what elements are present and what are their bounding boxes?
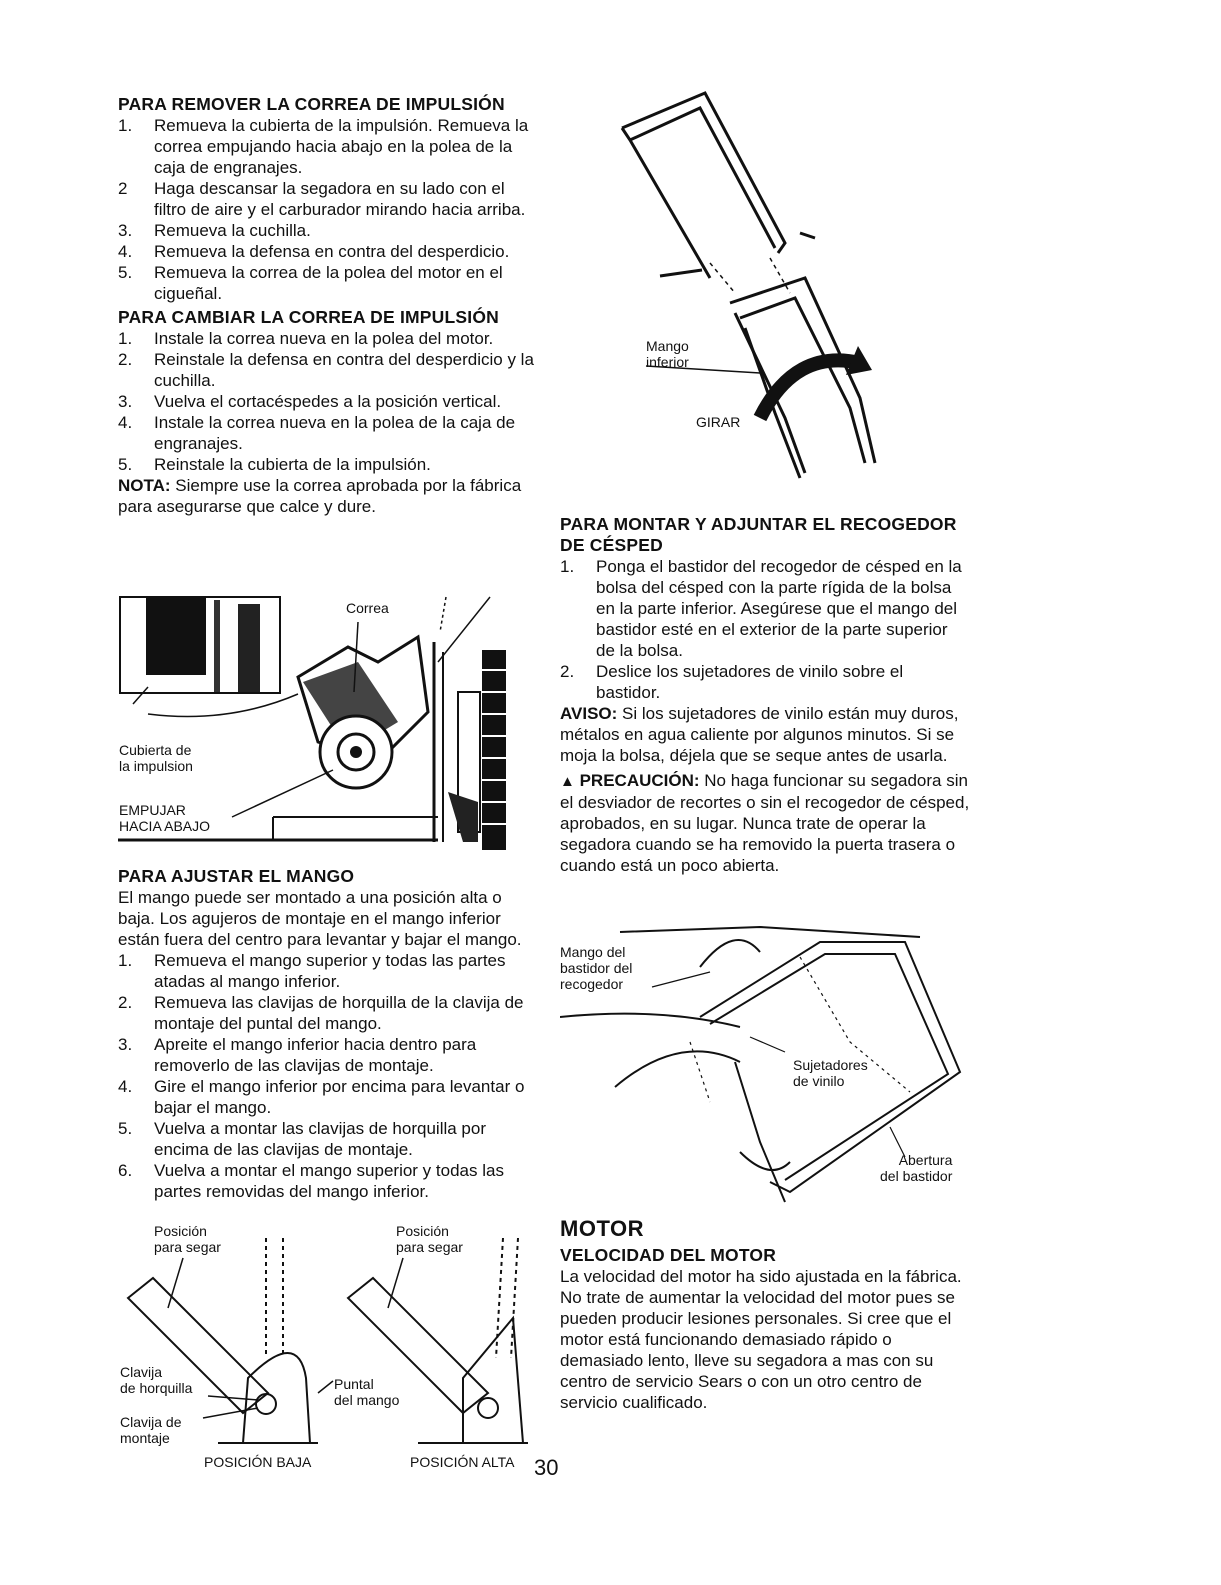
list-item: 1. Remueva el mango superior y todas las partes atadas al mango inferior. <box>118 951 506 991</box>
grass-catcher-title: PARA MONTAR Y ADJUNTAR EL RECOGEDOR DE CÉSPED <box>560 514 957 555</box>
handle-adjust-intro: El mango puede ser montado a una posición alta o baja. Los agujeros de montaje en el mango inferior están fuera del centro para levantar y bajar el mango. <box>118 888 522 949</box>
motor-speed-text: La velocidad del motor ha sido ajustada en la fábrica. No trate de aumentar la velocidad del motor pues se pueden producir lesiones personales. Si cree que el motor está funcionando demasiado rápido o demasiado lento, lleve su segadora a mas con su centro de servicio Sears o con un otro centro de servicio cualificado. <box>560 1267 962 1412</box>
rotate-label: GIRAR <box>696 414 741 430</box>
belt-label: Correa <box>346 600 389 616</box>
list-item: 2. Reinstale la defensa en contra del desperdicio y la cuchilla. <box>118 350 534 390</box>
mowing-position-label-1: Posición para segar <box>154 1223 221 1255</box>
remove-belt-title: PARA REMOVER LA CORREA DE IMPULSIÓN <box>118 94 505 114</box>
handle-adjust-steps <box>118 950 538 1202</box>
caution-paragraph: ▲ PRECAUCIÓN: No haga funcionar su segadora sin el desviador de recortes o sin el recogedor de césped, aprobados, en su lugar. Nunca trate de operar la segadora cuando se ha removido la puerta trasera o cuando está un poco abierta. <box>560 771 970 875</box>
list-item: 1. Ponga el bastidor del recogedor de césped en la bolsa del césped con la parte rígida de la bolsa en la parte inferior. Asegúrese que el mango del bastidor esté en el exterior de la parte superior de la bolsa. <box>560 557 962 660</box>
belt-figure <box>118 592 508 854</box>
vinyl-fasteners-label: Sujetadores de vinilo <box>793 1057 868 1089</box>
remove-belt-steps <box>118 115 538 304</box>
grass-catcher-figure <box>560 912 972 1212</box>
right-column <box>560 514 970 876</box>
motor-title: MOTOR <box>560 1216 644 1241</box>
list-item: 3. Remueva la cuchilla. <box>118 221 311 240</box>
handle-adjust-title: PARA AJUSTAR EL MANGO <box>118 866 355 886</box>
list-item: 6. Vuelva a montar el mango superior y todas las partes removidas del mango inferior. <box>118 1161 504 1201</box>
list-item: 3. Vuelva el cortacéspedes a la posición vertical. <box>118 392 502 411</box>
mowing-position-label-2: Posición para segar <box>396 1223 463 1255</box>
note-label: NOTA: <box>118 476 171 495</box>
hairpin-pin-label: Clavija de horquilla <box>120 1364 193 1396</box>
handle-adjust-section <box>118 866 538 1202</box>
caution-label: PRECAUCIÓN: <box>579 771 700 790</box>
change-belt-title: PARA CAMBIAR LA CORREA DE IMPULSIÓN <box>118 307 499 327</box>
change-belt-steps <box>118 328 538 475</box>
handle-strut-label: Puntal del mango <box>334 1376 400 1408</box>
notice-label: AVISO: <box>560 704 618 723</box>
list-item: 5. Vuelva a montar las clavijas de horquilla por encima de las clavijas de montaje. <box>118 1119 486 1159</box>
list-item: 4. Gire el mango inferior por encima para levantar o bajar el mango. <box>118 1077 525 1117</box>
low-position-caption: POSICIÓN BAJA <box>204 1454 312 1470</box>
page-number: 30 <box>534 1455 559 1480</box>
list-item: 2. Remueva las clavijas de horquilla de la clavija de montaje del puntal del mango. <box>118 993 524 1033</box>
left-column <box>118 94 538 517</box>
list-item: 1. Instale la correa nueva en la polea del motor. <box>118 329 494 348</box>
push-down-label: EMPUJAR HACIA ABAJO <box>119 802 211 834</box>
mounting-pin-label: Clavija de montaje <box>120 1414 182 1446</box>
list-item: 5. Remueva la correa de la polea del motor en el cigueñal. <box>118 263 503 303</box>
lower-handle-label: Mango inferior <box>646 338 689 370</box>
note-paragraph: NOTA: Siempre use la correa aprobada por la fábrica para asegurarse que calce y dure. <box>118 476 522 516</box>
handle-position-figure <box>118 1218 538 1473</box>
drive-cover-label: Cubierta de la impulsion <box>119 742 193 774</box>
catcher-frame-handle-label: Mango del bastidor del recogedor <box>560 944 633 992</box>
frame-opening-label: Abertura del bastidor <box>880 1152 953 1184</box>
list-item: 2 Haga descansar la segadora en su lado con el filtro de aire y el carburador mirando hacia arriba. <box>118 179 526 219</box>
high-position-caption: POSICIÓN ALTA <box>410 1454 515 1470</box>
handle-rotate-drawing <box>610 88 910 488</box>
warning-triangle-icon: ▲ <box>560 773 575 790</box>
notice-paragraph: AVISO: Si los sujetadores de vinilo están muy duros, métalos en agua caliente por algunos minutos. Si se moja la bolsa, déjela que se seque antes de usarla. <box>560 704 959 765</box>
motor-section <box>560 1218 970 1413</box>
list-item: 4. Remueva la defensa en contra del desperdicio. <box>118 242 510 261</box>
handle-rotate-figure <box>610 88 910 488</box>
motor-speed-title: VELOCIDAD DEL MOTOR <box>560 1245 777 1265</box>
list-item: 1. Remueva la cubierta de la impulsión. Remueva la correa empujando hacia abajo en la polea de la caja de engranajes. <box>118 116 529 177</box>
grass-catcher-steps <box>560 556 970 703</box>
list-item: 5. Reinstale la cubierta de la impulsión. <box>118 455 431 474</box>
list-item: 2. Deslice los sujetadores de vinilo sobre el bastidor. <box>560 662 904 702</box>
list-item: 3. Apreite el mango inferior hacia dentro para removerlo de las clavijas de montaje. <box>118 1035 477 1075</box>
list-item: 4. Instale la correa nueva en la polea de la caja de engranajes. <box>118 413 516 453</box>
